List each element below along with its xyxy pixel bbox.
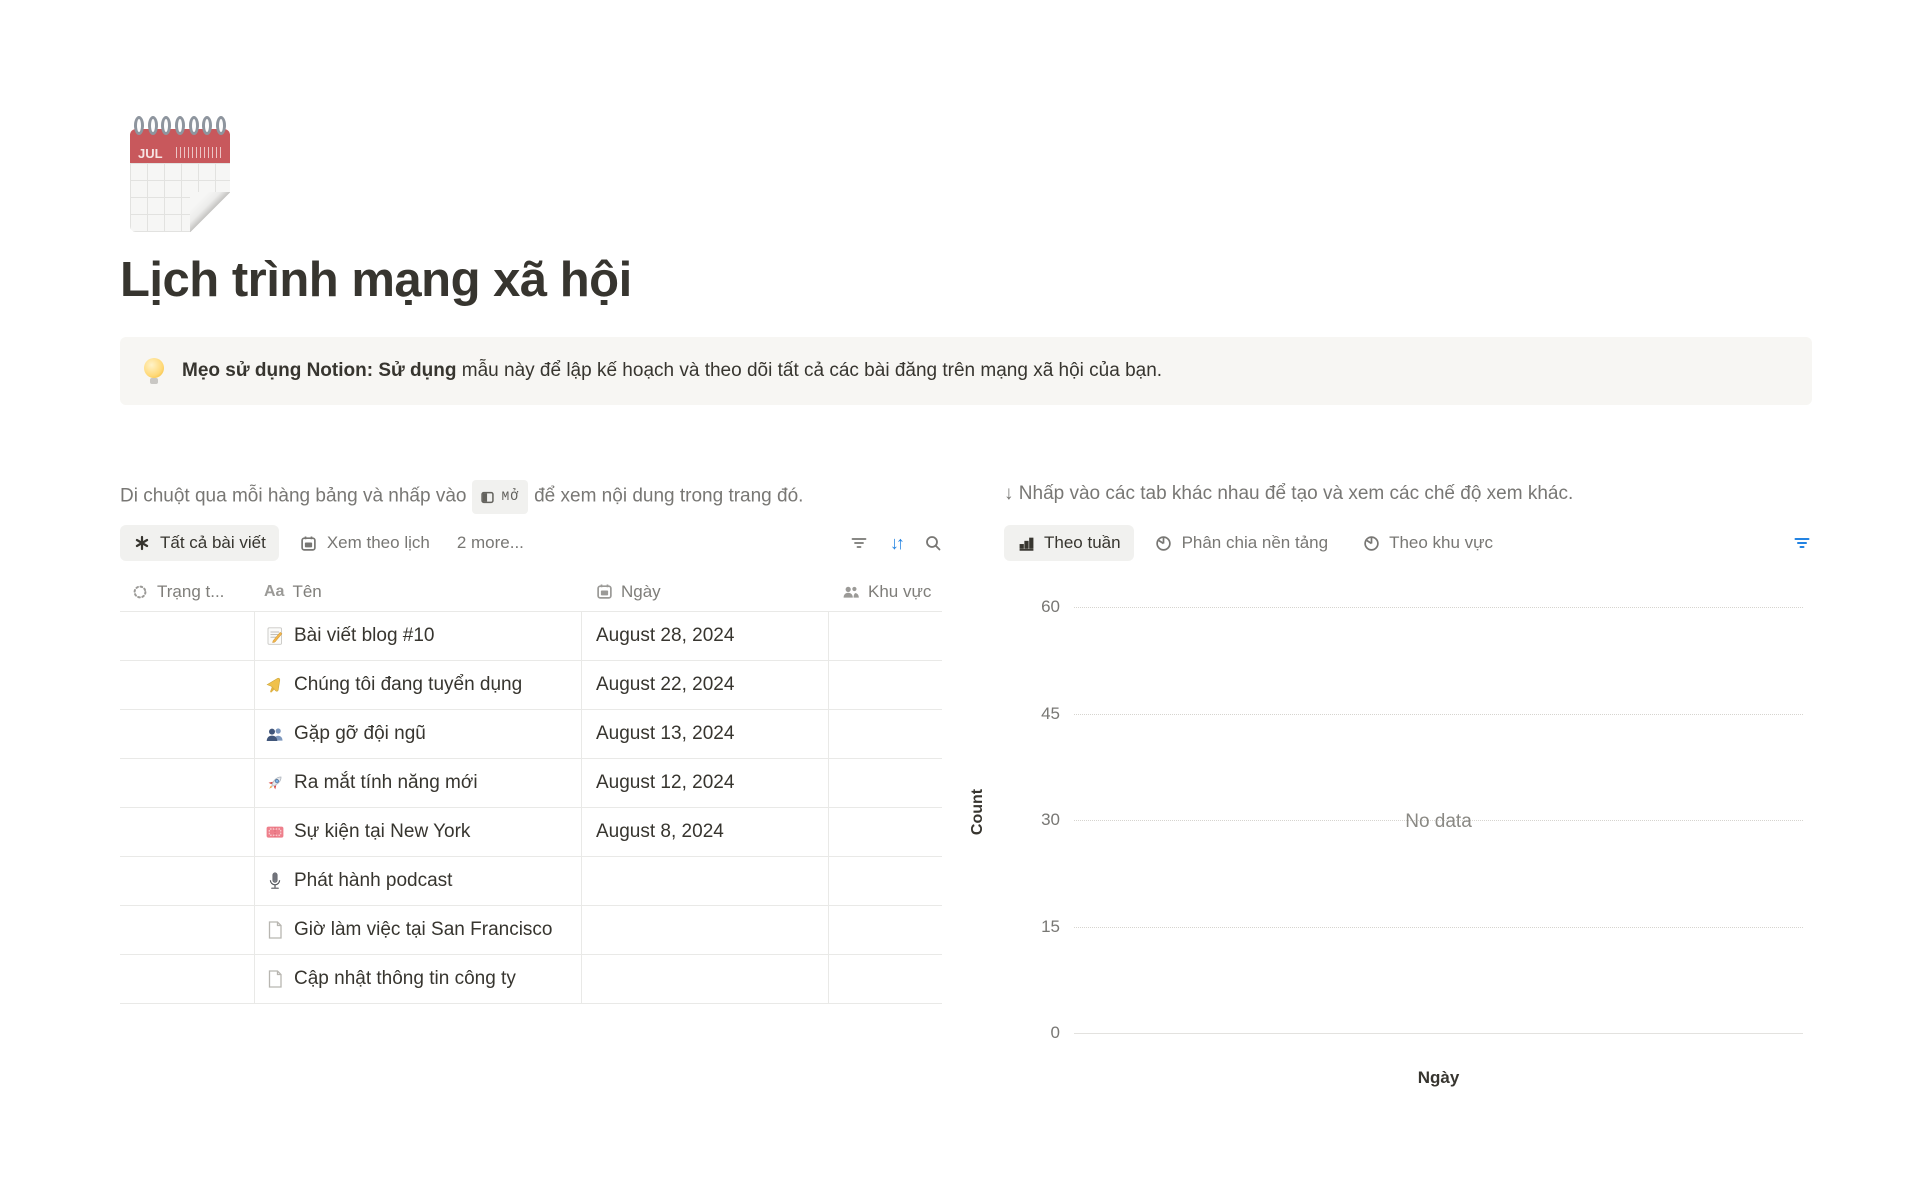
tab-label: 2 more... [456, 533, 524, 552]
y-tick-15: 15 [1041, 917, 1060, 936]
row-title: Cập nhật thông tin công ty [294, 968, 516, 989]
tab-label: Phân chia nền tảng [1181, 533, 1329, 552]
tab-calendar-view[interactable] [287, 525, 443, 561]
date-cell[interactable]: August 8, 2024 [581, 808, 828, 856]
title-cell[interactable] [254, 612, 581, 660]
tab-more-views[interactable] [451, 525, 530, 561]
status-cell[interactable] [120, 906, 254, 954]
light-bulb-icon [142, 358, 166, 384]
y-tick-45: 45 [1041, 704, 1060, 723]
table-row[interactable] [120, 710, 942, 759]
right-toolbar [1793, 534, 1811, 552]
row-title: Phát hành podcast [294, 870, 453, 891]
page-icon [265, 969, 285, 989]
no-data-message: No data [1405, 811, 1472, 832]
tab-label: Theo tuần [1044, 533, 1121, 552]
region-cell[interactable] [828, 661, 942, 709]
y-tick-0: 0 [1050, 1023, 1060, 1042]
right-view-tabs [1004, 522, 1811, 564]
row-title: Gặp gỡ đội ngũ [294, 723, 426, 744]
filter-active-icon[interactable] [1793, 534, 1811, 552]
busts-icon [265, 724, 285, 744]
asterisk-icon [133, 534, 151, 552]
status-cell[interactable] [120, 808, 254, 856]
title-cell[interactable] [254, 661, 581, 709]
posts-database-pane [120, 480, 942, 1115]
side-peek-icon [481, 491, 494, 504]
notion-tip-callout [120, 337, 1812, 405]
row-title: Sự kiện tại New York [294, 821, 471, 842]
page-title[interactable]: Lịch trình mạng xã hội [120, 253, 632, 307]
sort-icon[interactable]: ↓↑ [890, 532, 902, 553]
title-cell[interactable] [254, 710, 581, 758]
column-label: Khu vực [868, 581, 932, 601]
y-axis-label: Count [969, 788, 986, 836]
status-cell[interactable] [120, 857, 254, 905]
callout-text-rest: mẫu này để lập kế hoạch và theo dõi tất cả các bài đăng trên mạng xã hội của bạn. [456, 360, 1163, 381]
region-cell[interactable] [828, 808, 942, 856]
status-cell[interactable] [120, 710, 254, 758]
gridline-60 [1074, 607, 1803, 608]
y-tick-60: 60 [1041, 597, 1060, 616]
region-cell[interactable] [828, 710, 942, 758]
row-title: Giờ làm việc tại San Francisco [294, 919, 553, 940]
region-cell[interactable] [828, 759, 942, 807]
status-cell[interactable] [120, 759, 254, 807]
gridline-15 [1074, 927, 1803, 928]
title-cell[interactable] [254, 759, 581, 807]
table-row[interactable] [120, 759, 942, 808]
tab-platform-split[interactable] [1142, 525, 1342, 561]
memo-icon [265, 626, 285, 646]
microphone-icon [265, 871, 285, 891]
y-tick-30: 30 [1041, 810, 1060, 829]
column-label: Ngày [621, 581, 661, 601]
date-cell[interactable] [581, 857, 828, 905]
column-label: Tên [292, 581, 322, 601]
status-cell[interactable] [120, 612, 254, 660]
right-hint-text: ↓ Nhấp vào các tab khác nhau để tạo và xem các chế độ xem khác. [1004, 483, 1574, 504]
column-header-status[interactable] [120, 582, 254, 602]
status-cell[interactable] [120, 955, 254, 1003]
tab-label: Xem theo lịch [326, 533, 430, 552]
date-cell[interactable] [581, 906, 828, 954]
date-cell[interactable]: August 13, 2024 [581, 710, 828, 758]
status-icon [131, 583, 149, 601]
chart-pane [969, 480, 1811, 1115]
left-hint-suffix: để xem nội dung trong trang đó. [534, 485, 804, 507]
people-icon [842, 583, 860, 601]
search-icon[interactable] [924, 534, 942, 552]
table-row[interactable] [120, 906, 942, 955]
table-row[interactable] [120, 661, 942, 710]
table-header-row [120, 572, 942, 612]
bar-chart-icon [1017, 534, 1035, 552]
region-cell[interactable] [828, 906, 942, 954]
calendar-icon [595, 583, 613, 601]
loudspeaker-icon [265, 675, 285, 695]
table-row[interactable] [120, 612, 942, 661]
title-cell[interactable] [254, 906, 581, 954]
filter-icon[interactable] [850, 534, 868, 552]
left-view-tabs [120, 522, 942, 564]
ticket-icon [265, 822, 285, 842]
tab-by-region[interactable] [1349, 525, 1506, 561]
callout-text [182, 360, 1162, 382]
left-hint-prefix: Di chuột qua mỗi hàng bảng và nhấp vào [120, 485, 467, 507]
calendar-page-curl [190, 192, 230, 232]
column-header-region[interactable] [828, 582, 942, 602]
tab-by-week[interactable] [1004, 525, 1134, 561]
date-cell[interactable]: August 28, 2024 [581, 612, 828, 660]
pie-chart-icon [1155, 534, 1173, 552]
left-hint-text [120, 480, 942, 508]
region-cell[interactable] [828, 857, 942, 905]
gridline-45 [1074, 714, 1803, 715]
date-cell[interactable] [581, 955, 828, 1003]
calendar-icon [300, 534, 318, 552]
calendar-rings [134, 116, 226, 140]
weekly-bar-chart [969, 585, 1811, 1115]
row-title: Chúng tôi đang tuyển dụng [294, 674, 523, 695]
pie-chart-icon [1362, 534, 1380, 552]
page-icon [265, 920, 285, 940]
posts-table [120, 572, 942, 1004]
page-icon-spiral-calendar[interactable] [130, 116, 230, 232]
open-badge-label: MỞ [501, 489, 520, 504]
title-cell[interactable] [254, 808, 581, 856]
row-title: Bài viết blog #10 [294, 625, 435, 646]
open-badge [472, 480, 528, 514]
title-cell[interactable] [254, 955, 581, 1003]
date-cell[interactable]: August 22, 2024 [581, 661, 828, 709]
tab-label: Tất cả bài viết [160, 533, 266, 552]
region-cell[interactable] [828, 955, 942, 1003]
table-row[interactable] [120, 857, 942, 906]
x-axis-label: Ngày [1417, 1068, 1460, 1087]
callout-text-bold: Mẹo sử dụng Notion: Sử dụng [182, 360, 457, 381]
date-cell[interactable]: August 12, 2024 [581, 759, 828, 807]
region-cell[interactable] [828, 612, 942, 660]
column-label: Trạng t... [157, 581, 225, 601]
text-aa-icon: Aa [264, 582, 285, 600]
rocket-icon [265, 773, 285, 793]
gridline-0-baseline [1074, 1033, 1803, 1034]
table-row[interactable] [120, 955, 942, 1004]
left-toolbar [850, 534, 942, 552]
tab-label: Theo khu vực [1389, 533, 1494, 552]
row-title: Ra mắt tính năng mới [294, 772, 478, 793]
table-row[interactable] [120, 808, 942, 857]
status-cell[interactable] [120, 661, 254, 709]
column-header-name[interactable] [254, 582, 581, 602]
calendar-month-label: JUL [138, 146, 163, 161]
tab-all-posts[interactable] [120, 525, 279, 561]
column-header-date[interactable] [581, 582, 828, 602]
title-cell[interactable] [254, 857, 581, 905]
